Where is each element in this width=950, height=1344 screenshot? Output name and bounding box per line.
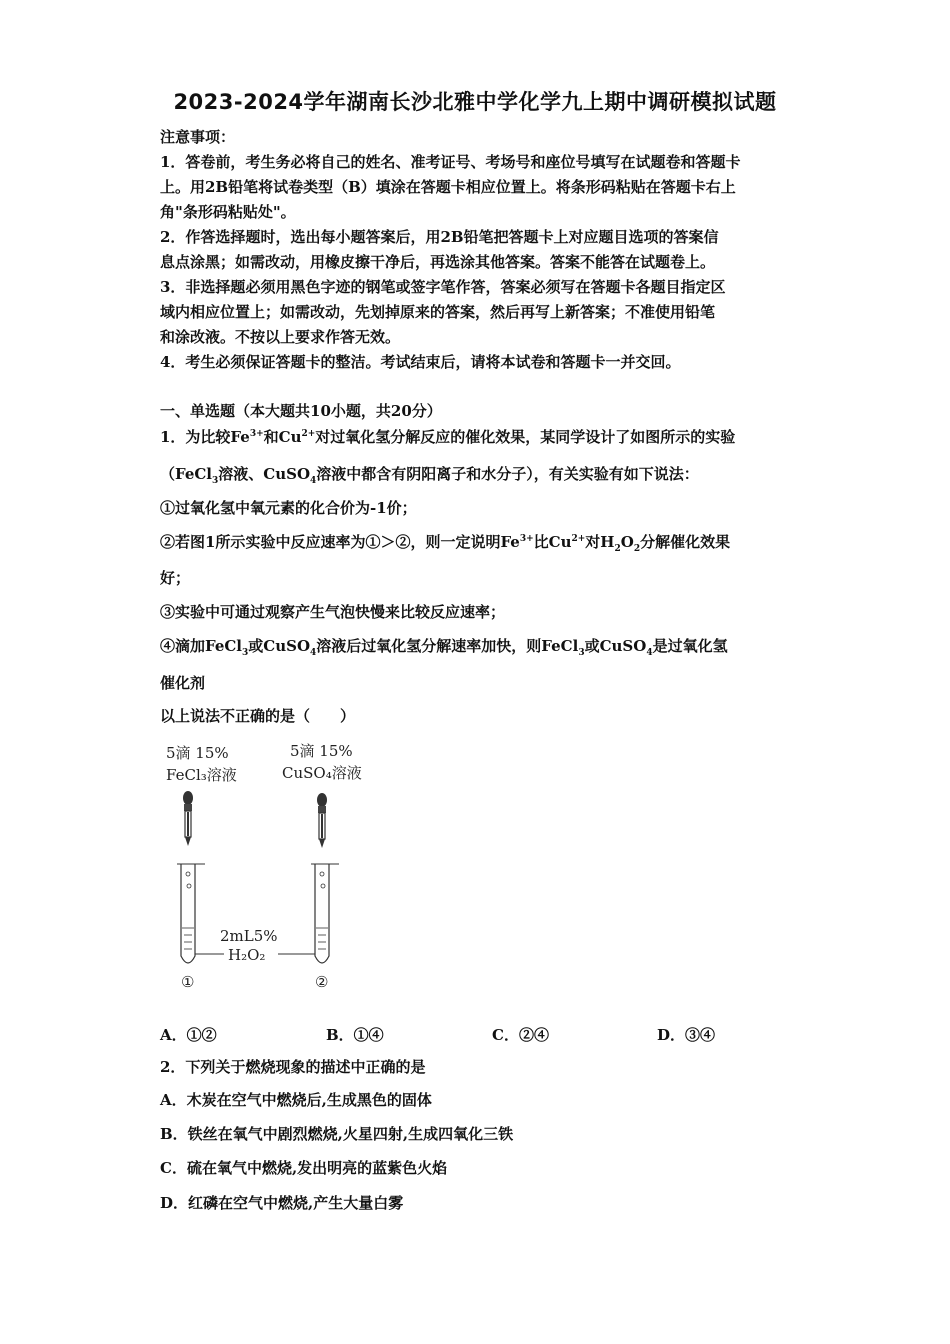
q1-option-a[interactable]: A．①② bbox=[160, 1026, 217, 1044]
q1-ask: 以上说法不正确的是（ ） bbox=[160, 707, 356, 725]
q1-option-b[interactable]: B．①④ bbox=[326, 1026, 384, 1044]
left-test-tube-icon bbox=[177, 864, 205, 963]
right-dropper-icon bbox=[317, 793, 327, 848]
notice-line: 4．考生必须保证答题卡的整洁。考试结束后，请将本试卷和答题卡一并交回。 bbox=[160, 353, 681, 371]
tube-1-label: ① bbox=[181, 973, 195, 991]
section-heading: 一、单选题（本大题共10小题，共20分） bbox=[160, 402, 442, 420]
q2-option-a[interactable]: A．木炭在空气中燃烧后,生成黑色的固体 bbox=[160, 1091, 432, 1109]
q1-statement-2: ②若图1所示实验中反应速率为①＞②，则一定说明$Fe^{3+}$比$Cu^{2+}$对$H_2O_2$分解催化效果 bbox=[160, 533, 731, 554]
q1-option-d[interactable]: D．③④ bbox=[657, 1026, 716, 1044]
notice-line: 2．作答选择题时，选出每小题答案后，用2B铅笔把答题卡上对应题目选项的答案信 bbox=[160, 228, 719, 246]
notice-line: 1．答卷前，考生务必将自己的姓名、准考证号、考场号和座位号填写在试题卷和答题卡 bbox=[160, 153, 741, 171]
notice-line: 角"条形码粘贴处"。 bbox=[160, 203, 296, 221]
notice-line: 上。用2B铅笔将试卷类型（B）填涂在答题卡相应位置上。将条形码粘贴在答题卡右上 bbox=[160, 178, 736, 196]
notice-heading: 注意事项： bbox=[160, 128, 236, 146]
experiment-figure bbox=[160, 738, 390, 998]
right-test-tube-icon bbox=[311, 864, 339, 963]
notice-line: 和涂改液。不按以上要求作答无效。 bbox=[160, 328, 401, 346]
q2-option-b[interactable]: B．铁丝在氧气中剧烈燃烧,火星四射,生成四氧化三铁 bbox=[160, 1125, 514, 1143]
right-label-top: 5滴 15% bbox=[290, 742, 353, 760]
q1-statement-3: ③实验中可通过观察产生气泡快慢来比较反应速率； bbox=[160, 603, 506, 621]
q1-statement-4-cont: 催化剂 bbox=[160, 674, 206, 692]
notice-line: 域内相应位置上；如需改动，先划掉原来的答案，然后再写上新答案；不准使用铅笔 bbox=[160, 303, 716, 321]
q2-option-d[interactable]: D．红磷在空气中燃烧,产生大量白雾 bbox=[160, 1194, 404, 1212]
page-title: 2023-2024学年湖南长沙北雅中学化学九上期中调研模拟试题 bbox=[173, 90, 777, 114]
q1-stem-line2: （FeCl$_3$溶液、CuSO$_4$溶液中都含有阴阳离子和水分子），有关实验有如下说法： bbox=[160, 465, 699, 486]
solution-label-h2o2: H₂O₂ bbox=[228, 946, 266, 964]
left-dropper-icon bbox=[183, 791, 193, 846]
notice-line: 3．非选择题必须用黑色字迹的钢笔或签字笔作答，答案必须写在答题卡各题目指定区 bbox=[160, 278, 726, 296]
q1-option-c[interactable]: C．②④ bbox=[492, 1026, 549, 1044]
q2-option-c[interactable]: C．硫在氧气中燃烧,发出明亮的蓝紫色火焰 bbox=[160, 1159, 448, 1177]
left-label-solution: FeCl₃溶液 bbox=[166, 766, 237, 784]
q1-statement-1: ①过氧化氢中氧元素的化合价为-1价； bbox=[160, 499, 417, 517]
q2-stem: 2．下列关于燃烧现象的描述中正确的是 bbox=[160, 1058, 426, 1076]
left-label-top: 5滴 15% bbox=[166, 744, 229, 762]
notice-line: 息点涂黑；如需改动，用橡皮擦干净后，再选涂其他答案。答案不能答在试题卷上。 bbox=[160, 253, 716, 271]
q1-statement-4: ④滴加FeCl$_3$或CuSO$_4$溶液后过氧化氢分解速率加快，则FeCl$_3$或CuSO$_4$是过氧化氢 bbox=[160, 637, 728, 658]
tube-2-label: ② bbox=[315, 973, 329, 991]
right-label-solution: CuSO₄溶液 bbox=[282, 764, 362, 782]
test-tube-diagram bbox=[160, 738, 390, 998]
q1-stem-line1: 1．为比较$Fe^{3+}$和$Cu^{2+}$对过氧化氢分解反应的催化效果，某同学设计了如图所示的实验 bbox=[160, 428, 736, 446]
solution-label-volume: 2mL5% bbox=[220, 927, 278, 945]
q1-statement-2-cont: 好； bbox=[160, 569, 191, 587]
